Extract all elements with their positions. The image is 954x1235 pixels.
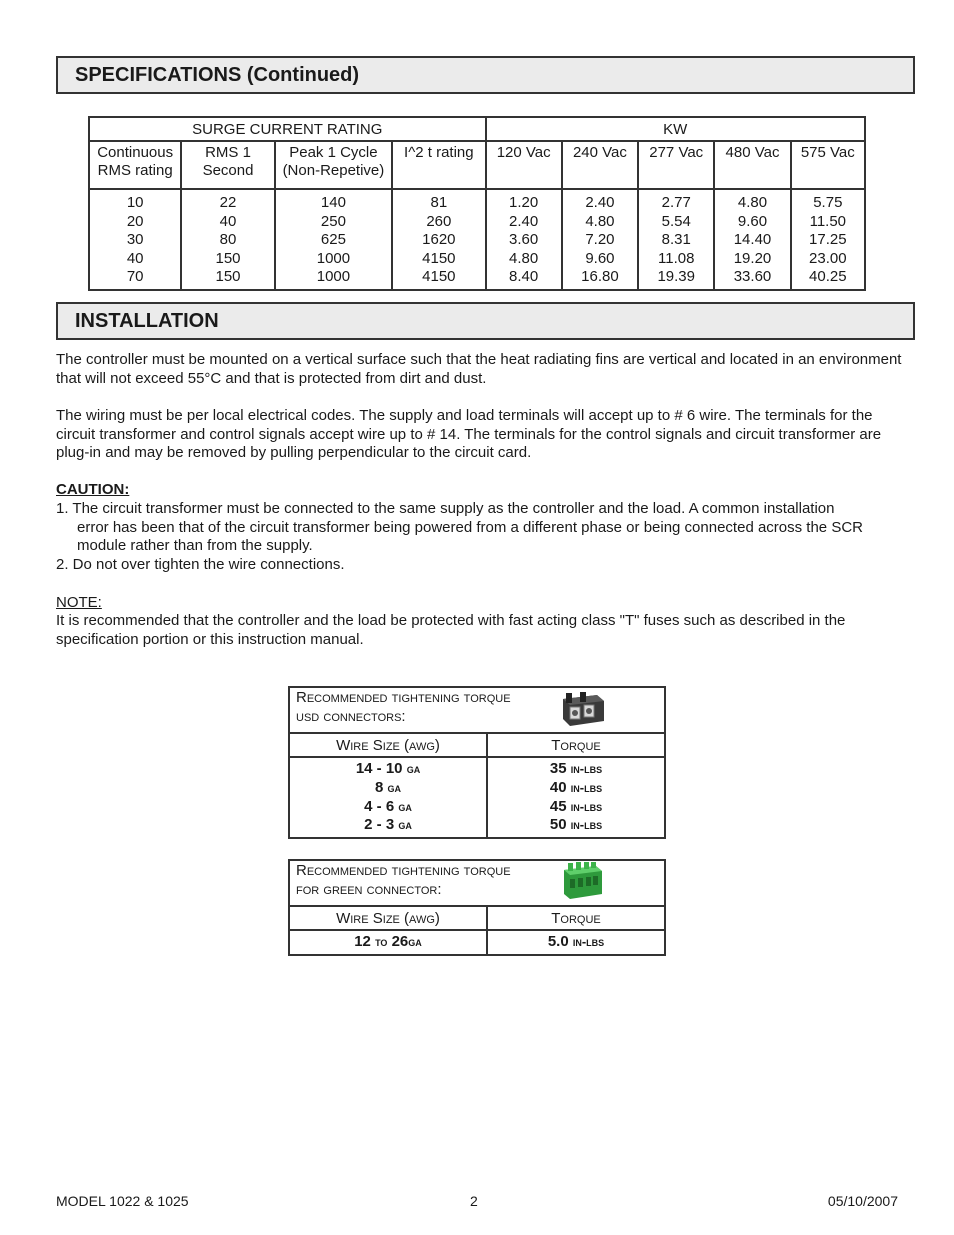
table-cell: 4.80 (714, 189, 790, 213)
table-cell: 23.00 (791, 250, 865, 269)
table-cell: 2.40 (486, 213, 562, 232)
col-header-480vac: 480 Vac (714, 141, 790, 189)
green-caption-line-2: for green connector: (296, 881, 442, 898)
usd-wire-size-header: Wire Size (awg) (289, 733, 487, 757)
green-plug-connector-icon (560, 862, 604, 904)
usd-torque-table (288, 686, 666, 839)
table-cell: 19.20 (714, 250, 790, 269)
caution-item-2: 2. Do not over tighten the wire connections. (56, 556, 345, 573)
table-row (89, 213, 865, 232)
usd-torque-values (487, 757, 665, 838)
usd-torque-caption (289, 687, 665, 733)
col-header-240vac: 240 Vac (562, 141, 638, 189)
table-cell: 1000 (275, 268, 392, 290)
usd-terminal-block-icon (560, 691, 606, 729)
table-cell: 4.80 (486, 250, 562, 269)
table-cell: 30 (89, 231, 181, 250)
col-header-i2t: I^2 t rating (392, 141, 485, 189)
list-item: 4 - 6 ga (364, 797, 412, 815)
wiring-paragraph: The wiring must be per local electrical codes. The supply and load terminals will accept up to # 6 wire. The terminals for the circuit transformer and control signals accept wire up to # 14. The terminals for the control signals and circuit transformer are plug-in and may be removed by pulling perpendicular to the circuit card. (56, 407, 882, 462)
specifications-heading-text: SPECIFICATIONS (Continued) (75, 64, 360, 86)
table-cell: 1620 (392, 231, 485, 250)
installation-heading-text: INSTALLATION (75, 310, 219, 332)
list-item: 40 in-lbs (549, 778, 603, 796)
table-cell: 33.60 (714, 268, 790, 290)
table-cell: 250 (275, 213, 392, 232)
table-cell: 20 (89, 213, 181, 232)
usd-torque-header: Torque (487, 733, 665, 757)
table-cell: 40.25 (791, 268, 865, 290)
table-cell: 14.40 (714, 231, 790, 250)
table-cell: 70 (89, 268, 181, 290)
note-label: NOTE: (56, 594, 102, 611)
spec-group-header-row (89, 117, 865, 141)
green-wire-size-value: 12 to 26ga (289, 930, 487, 955)
col-header-continuous: Continuous RMS rating (89, 141, 181, 189)
caution-item-1 (56, 500, 902, 556)
footer-page-number: 2 (470, 1193, 478, 1209)
green-torque-table (288, 859, 666, 956)
table-cell: 16.80 (562, 268, 638, 290)
list-item: 8 ga (374, 778, 401, 796)
usd-caption-line-2: usd connectors: (296, 708, 406, 725)
surge-current-group-header: SURGE CURRENT RATING (89, 117, 486, 141)
table-cell: 2.77 (638, 189, 714, 213)
table-cell: 9.60 (562, 250, 638, 269)
table-cell: 80 (181, 231, 274, 250)
installation-heading (56, 302, 915, 340)
list-item: 14 - 10 ga (355, 760, 421, 777)
table-cell: 5.75 (791, 189, 865, 213)
footer-model: MODEL 1022 & 1025 (56, 1193, 189, 1209)
table-row (89, 250, 865, 269)
table-cell: 19.39 (638, 268, 714, 290)
table-cell: 8.40 (486, 268, 562, 290)
caution-label: CAUTION: (56, 481, 130, 498)
footer-date: 05/10/2007 (827, 1193, 898, 1209)
list-item: 50 in-lbs (549, 816, 603, 834)
green-wire-size-header: Wire Size (awg) (289, 906, 487, 930)
table-cell: 2.40 (562, 189, 638, 213)
specifications-heading (56, 56, 915, 94)
mounting-paragraph: The controller must be mounted on a vertical surface such that the heat radiating fins are vertical and located in an environment that will not exceed 55°C and that is protected from dirt and dust. (56, 351, 902, 387)
table-cell: 4150 (392, 250, 485, 269)
col-header-575vac: 575 Vac (791, 141, 865, 189)
table-cell: 7.20 (562, 231, 638, 250)
table-cell: 4150 (392, 268, 485, 290)
table-cell: 1.20 (486, 189, 562, 213)
table-cell: 17.25 (791, 231, 865, 250)
col-header-rms-1-second: RMS 1 Second (181, 141, 274, 189)
table-cell: 10 (89, 189, 181, 213)
kw-group-header: KW (486, 117, 865, 141)
table-cell: 5.54 (638, 213, 714, 232)
note-paragraph: It is recommended that the controller and the load be protected with fast acting class "T" fuses such as described in the specification portion or this instruction manual. (56, 612, 846, 648)
table-cell: 260 (392, 213, 485, 232)
table-cell: 140 (275, 189, 392, 213)
table-cell: 3.60 (486, 231, 562, 250)
col-header-120vac: 120 Vac (486, 141, 562, 189)
surge-current-kw-table (88, 116, 866, 291)
spec-column-header-row (89, 141, 865, 189)
green-torque-header: Torque (487, 906, 665, 930)
table-cell: 40 (181, 213, 274, 232)
table-cell: 81 (392, 189, 485, 213)
table-row (89, 189, 865, 213)
table-cell: 150 (181, 250, 274, 269)
green-torque-value: 5.0 in-lbs (487, 930, 665, 955)
list-item: 45 in-lbs (549, 797, 603, 815)
green-torque-caption (289, 860, 665, 906)
table-cell: 1000 (275, 250, 392, 269)
table-row (89, 268, 865, 290)
table-cell: 11.50 (791, 213, 865, 232)
table-row (89, 231, 865, 250)
col-header-277vac: 277 Vac (638, 141, 714, 189)
table-cell: 22 (181, 189, 274, 213)
table-cell: 11.08 (638, 250, 714, 269)
table-cell: 625 (275, 231, 392, 250)
list-item: 2 - 3 ga (364, 816, 412, 834)
caution-item-1-first-line: The circuit transformer must be connected to the same supply as the controller and the load. A common installation (72, 500, 835, 517)
caution-item-1-continuation: error has been that of the circuit transformer being powered from a different phase or being connected across the SCR module rather than from the supply. (77, 518, 863, 555)
usd-wire-size-values (289, 757, 487, 838)
list-item: 35 in-lbs (549, 760, 603, 777)
table-cell: 8.31 (638, 231, 714, 250)
usd-caption-line-1: Recommended tightening torque (296, 689, 511, 706)
table-cell: 150 (181, 268, 274, 290)
caution-item-1-number: 1. (56, 500, 69, 517)
col-header-peak-1-cycle: Peak 1 Cycle (Non-Repetive) (275, 141, 392, 189)
table-cell: 4.80 (562, 213, 638, 232)
green-caption-line-1: Recommended tightening torque (296, 862, 511, 879)
table-cell: 9.60 (714, 213, 790, 232)
table-cell: 40 (89, 250, 181, 269)
